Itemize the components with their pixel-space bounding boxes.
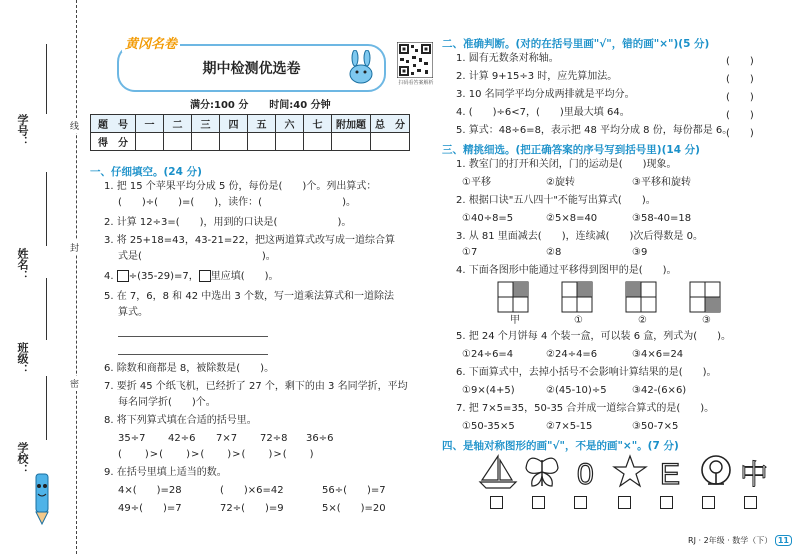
digit-zero-shape: 0	[577, 458, 594, 490]
q9-eq[interactable]: 56÷( )=7	[322, 485, 386, 496]
judge-2: 2. 计算 9+15÷3 时，应先算加法。	[456, 71, 618, 82]
exam-meta	[190, 96, 331, 111]
q9-eq[interactable]: ( )×6=42	[220, 485, 284, 496]
symmetry-answer-box[interactable]	[532, 496, 545, 509]
binding-strip	[0, 0, 88, 554]
figure-label: 甲	[510, 315, 520, 326]
figure-label: ②	[638, 315, 647, 326]
q5-line1: 5. 在 7，6，8 和 42 中选出 3 个数，写一道乘法算式和一道除法	[104, 291, 394, 302]
seal-char-line: 线	[70, 118, 79, 133]
q9-eq[interactable]: 5×( )=20	[322, 503, 386, 514]
page-number: 11	[775, 535, 792, 546]
answer-box[interactable]	[117, 270, 129, 282]
figure-option-2[interactable]	[626, 282, 656, 312]
school-line	[46, 376, 47, 440]
choice-1-opt[interactable]: ②旋转	[546, 177, 575, 188]
section-2-heading: 二、准确判断。(对的在括号里画"√"，错的画"×")(5 分)	[442, 38, 710, 50]
score-cell[interactable]	[136, 133, 164, 151]
q4-ask: 里应填( )。	[210, 271, 279, 282]
score-cell[interactable]	[304, 133, 332, 151]
q1-line1: 1. 把 15 个苹果平均分成 5 份，每份是( )个。列出算式：	[104, 181, 377, 192]
character-zhong-shape: 中	[740, 458, 769, 490]
judge-answer-paren[interactable]: ( )	[726, 110, 754, 121]
score-header-cell: 一	[136, 115, 164, 133]
subject-grade: RJ · 2年级 · 数学（下）	[688, 536, 773, 545]
q8-expr: 72÷8	[260, 433, 288, 444]
choice-5-opt[interactable]: ③4×6=24	[632, 349, 684, 360]
q7-line1: 7. 要折 45 个纸飞机，已经折了 27 个，剩下的由 3 名同学折，平均	[104, 381, 408, 392]
q8: 8. 将下列算式填在合适的括号里。	[104, 415, 257, 426]
q7-line2: 每名同学折( )个。	[118, 397, 216, 408]
q8-expr: 7×7	[216, 433, 238, 444]
answer-box[interactable]	[199, 270, 211, 282]
full-score: 满分:100 分	[190, 100, 249, 111]
butterfly-icon	[526, 458, 558, 486]
judge-answer-paren[interactable]: ( )	[726, 74, 754, 85]
score-header-cell: 总 分	[371, 115, 410, 133]
q2: 2. 计算 12÷3=( )，用到的口诀是( )。	[104, 217, 352, 228]
symmetry-answer-box[interactable]	[660, 496, 673, 509]
class-label: 班级：	[16, 342, 29, 375]
score-cell[interactable]	[332, 133, 371, 151]
figure-option-3[interactable]	[690, 282, 720, 312]
choice-7-opt[interactable]: ①50-35×5	[462, 421, 515, 432]
choice-5-opt[interactable]: ①24÷6=4	[462, 349, 514, 360]
choice-2: 2. 根据口诀"五八四十"不能写出算式( )。	[456, 195, 656, 206]
judge-5: 5. 算式：48÷6=8，表示把 48 平均分成 8 份，每份都是 6。	[456, 125, 733, 136]
score-cell[interactable]	[220, 133, 248, 151]
choice-6-opt[interactable]: ①9×(4+5)	[462, 385, 515, 396]
choice-3-opt[interactable]: ②8	[546, 247, 562, 258]
judge-answer-paren[interactable]: ( )	[726, 128, 754, 139]
star-icon	[614, 456, 646, 486]
score-cell[interactable]	[276, 133, 304, 151]
symmetry-answer-box[interactable]	[574, 496, 587, 509]
symmetry-answer-box[interactable]	[744, 496, 757, 509]
choice-3: 3. 从 81 里面减去( )，连续减( )次后得数是 0。	[456, 231, 703, 242]
figure-jia	[498, 282, 528, 312]
score-header-cell: 五	[248, 115, 276, 133]
score-header-cell: 题 号	[91, 115, 136, 133]
choice-6-opt[interactable]: ③42-(6×6)	[632, 385, 687, 396]
choice-2-opt[interactable]: ③58-40=18	[632, 213, 692, 224]
score-header-cell: 附加题	[332, 115, 371, 133]
q4-expression: ÷(35-29)=7，	[128, 271, 199, 282]
q4	[104, 270, 279, 284]
class-line	[46, 278, 47, 340]
score-header-cell: 六	[276, 115, 304, 133]
score-header-cell: 七	[304, 115, 332, 133]
time-limit: 时间:40 分钟	[269, 100, 331, 111]
student-name-line	[46, 172, 47, 246]
choice-7-opt[interactable]: ②7×5-15	[546, 421, 593, 432]
choice-7: 7. 把 7×5=35，50-35 合并成一道综合算式的是( )。	[456, 403, 715, 414]
school-label: 学校：	[16, 442, 29, 475]
score-table-score-row	[91, 133, 410, 151]
choice-7-opt[interactable]: ③50-7×5	[632, 421, 679, 432]
section-3-heading: 三、精挑细选。(把正确答案的序号写到括号里)(14 分)	[442, 144, 700, 156]
symmetry-answer-box[interactable]	[490, 496, 503, 509]
student-name-label: 姓名：	[16, 248, 29, 281]
seal-char-secret: 密	[70, 376, 79, 391]
choice-1-opt[interactable]: ①平移	[462, 177, 491, 188]
student-number-line	[46, 44, 47, 114]
translation-figures	[490, 280, 750, 328]
rabbit-mascot-icon	[341, 50, 381, 86]
choice-1-opt[interactable]: ③平移和旋转	[632, 177, 691, 188]
section-1-heading: 一、仔细填空。(24 分)	[90, 166, 202, 178]
q8-compare-row[interactable]: ( )>( )>( )>( )>( )	[118, 449, 315, 460]
q5-line2: 算式。	[118, 307, 148, 318]
q8-expr: 36÷6	[306, 433, 334, 444]
choice-6-opt[interactable]: ②(45-10)÷5	[546, 385, 607, 396]
railway-logo-icon	[702, 456, 730, 484]
score-row-label: 得 分	[91, 133, 136, 151]
q8-expr: 35÷7	[118, 433, 146, 444]
q6: 6. 除数和商都是 8，被除数是( )。	[104, 363, 275, 374]
page-title: 期中检测优选卷	[202, 61, 301, 77]
symmetry-answer-box[interactable]	[702, 496, 715, 509]
q9-eq[interactable]: 72÷( )=9	[220, 503, 284, 514]
judge-3: 3. 10 名同学平均分成两排就是平均分。	[456, 89, 635, 100]
choice-1: 1. 教室门的打开和关闭，门的运动是( )现象。	[456, 159, 677, 170]
seal-char-seal: 封	[70, 240, 79, 255]
brand-name-b: 名卷	[151, 37, 178, 52]
brand-logo	[122, 33, 180, 52]
score-cell[interactable]	[248, 133, 276, 151]
q9: 9. 在括号里填上适当的数。	[104, 467, 227, 478]
q3-line1: 3. 将 25+18=43，43-21=22，把这两道算式改写成一道综合算	[104, 235, 395, 246]
figure-label: ①	[574, 315, 583, 326]
figure-label: ③	[702, 315, 711, 326]
sailboat-icon	[480, 456, 516, 488]
section-4-heading: 四、是轴对称图形的画"√"，不是的画"×"。(7 分)	[442, 440, 679, 452]
q8-expr: 42÷6	[168, 433, 196, 444]
q1-line2: ( )÷( )=( )，读作：( )。	[118, 197, 356, 208]
letter-e-shape: E	[660, 458, 681, 490]
brand-name-a: 黄冈	[125, 37, 152, 52]
choice-4: 4. 下面各图形中能通过平移得到图甲的是( )。	[456, 265, 677, 276]
page-footer	[688, 535, 792, 546]
choice-5: 5. 把 24 个月饼每 4 个装一盒，可以装 6 盒，列式为( )。	[456, 331, 732, 342]
student-number-label: 学号：	[16, 114, 29, 147]
score-header-cell: 二	[164, 115, 192, 133]
score-cell[interactable]	[371, 133, 410, 151]
q4-prefix: 4.	[104, 271, 114, 282]
judge-1: 1. 圆有无数条对称轴。	[456, 53, 559, 64]
symmetry-answer-box[interactable]	[618, 496, 631, 509]
qr-code-icon[interactable]	[397, 42, 433, 78]
choice-5-opt[interactable]: ②24÷4=6	[546, 349, 598, 360]
choice-6: 6. 下面算式中，去掉小括号不会影响计算结果的是( )。	[456, 367, 717, 378]
q5-answer-line[interactable]	[118, 336, 268, 337]
judge-answer-paren[interactable]: ( )	[726, 56, 754, 67]
score-header-cell: 四	[220, 115, 248, 133]
q5-answer-line[interactable]	[118, 354, 268, 355]
choice-2-opt[interactable]: ①40÷8=5	[462, 213, 514, 224]
pencil-mascot-icon	[22, 470, 62, 528]
symmetry-figures	[470, 454, 770, 490]
q9-eq[interactable]: 4×( )=28	[118, 485, 182, 496]
cut-dashed-line	[76, 0, 77, 554]
judge-4: 4. ( )÷6<7，( )里最大填 64。	[456, 107, 630, 118]
choice-3-opt[interactable]: ③9	[632, 247, 648, 258]
figure-option-1[interactable]	[562, 282, 592, 312]
score-header-cell: 三	[192, 115, 220, 133]
choice-2-opt[interactable]: ②5×8=40	[546, 213, 598, 224]
qr-caption: 扫码看答案解析	[398, 80, 434, 86]
judge-answer-paren[interactable]: ( )	[726, 92, 754, 103]
score-table	[90, 114, 410, 151]
score-cell[interactable]	[192, 133, 220, 151]
q3-line2: 式是( )。	[118, 251, 276, 262]
choice-3-opt[interactable]: ①7	[462, 247, 478, 258]
q9-eq[interactable]: 49÷( )=7	[118, 503, 182, 514]
score-table-header-row	[91, 115, 410, 133]
score-cell[interactable]	[164, 133, 192, 151]
